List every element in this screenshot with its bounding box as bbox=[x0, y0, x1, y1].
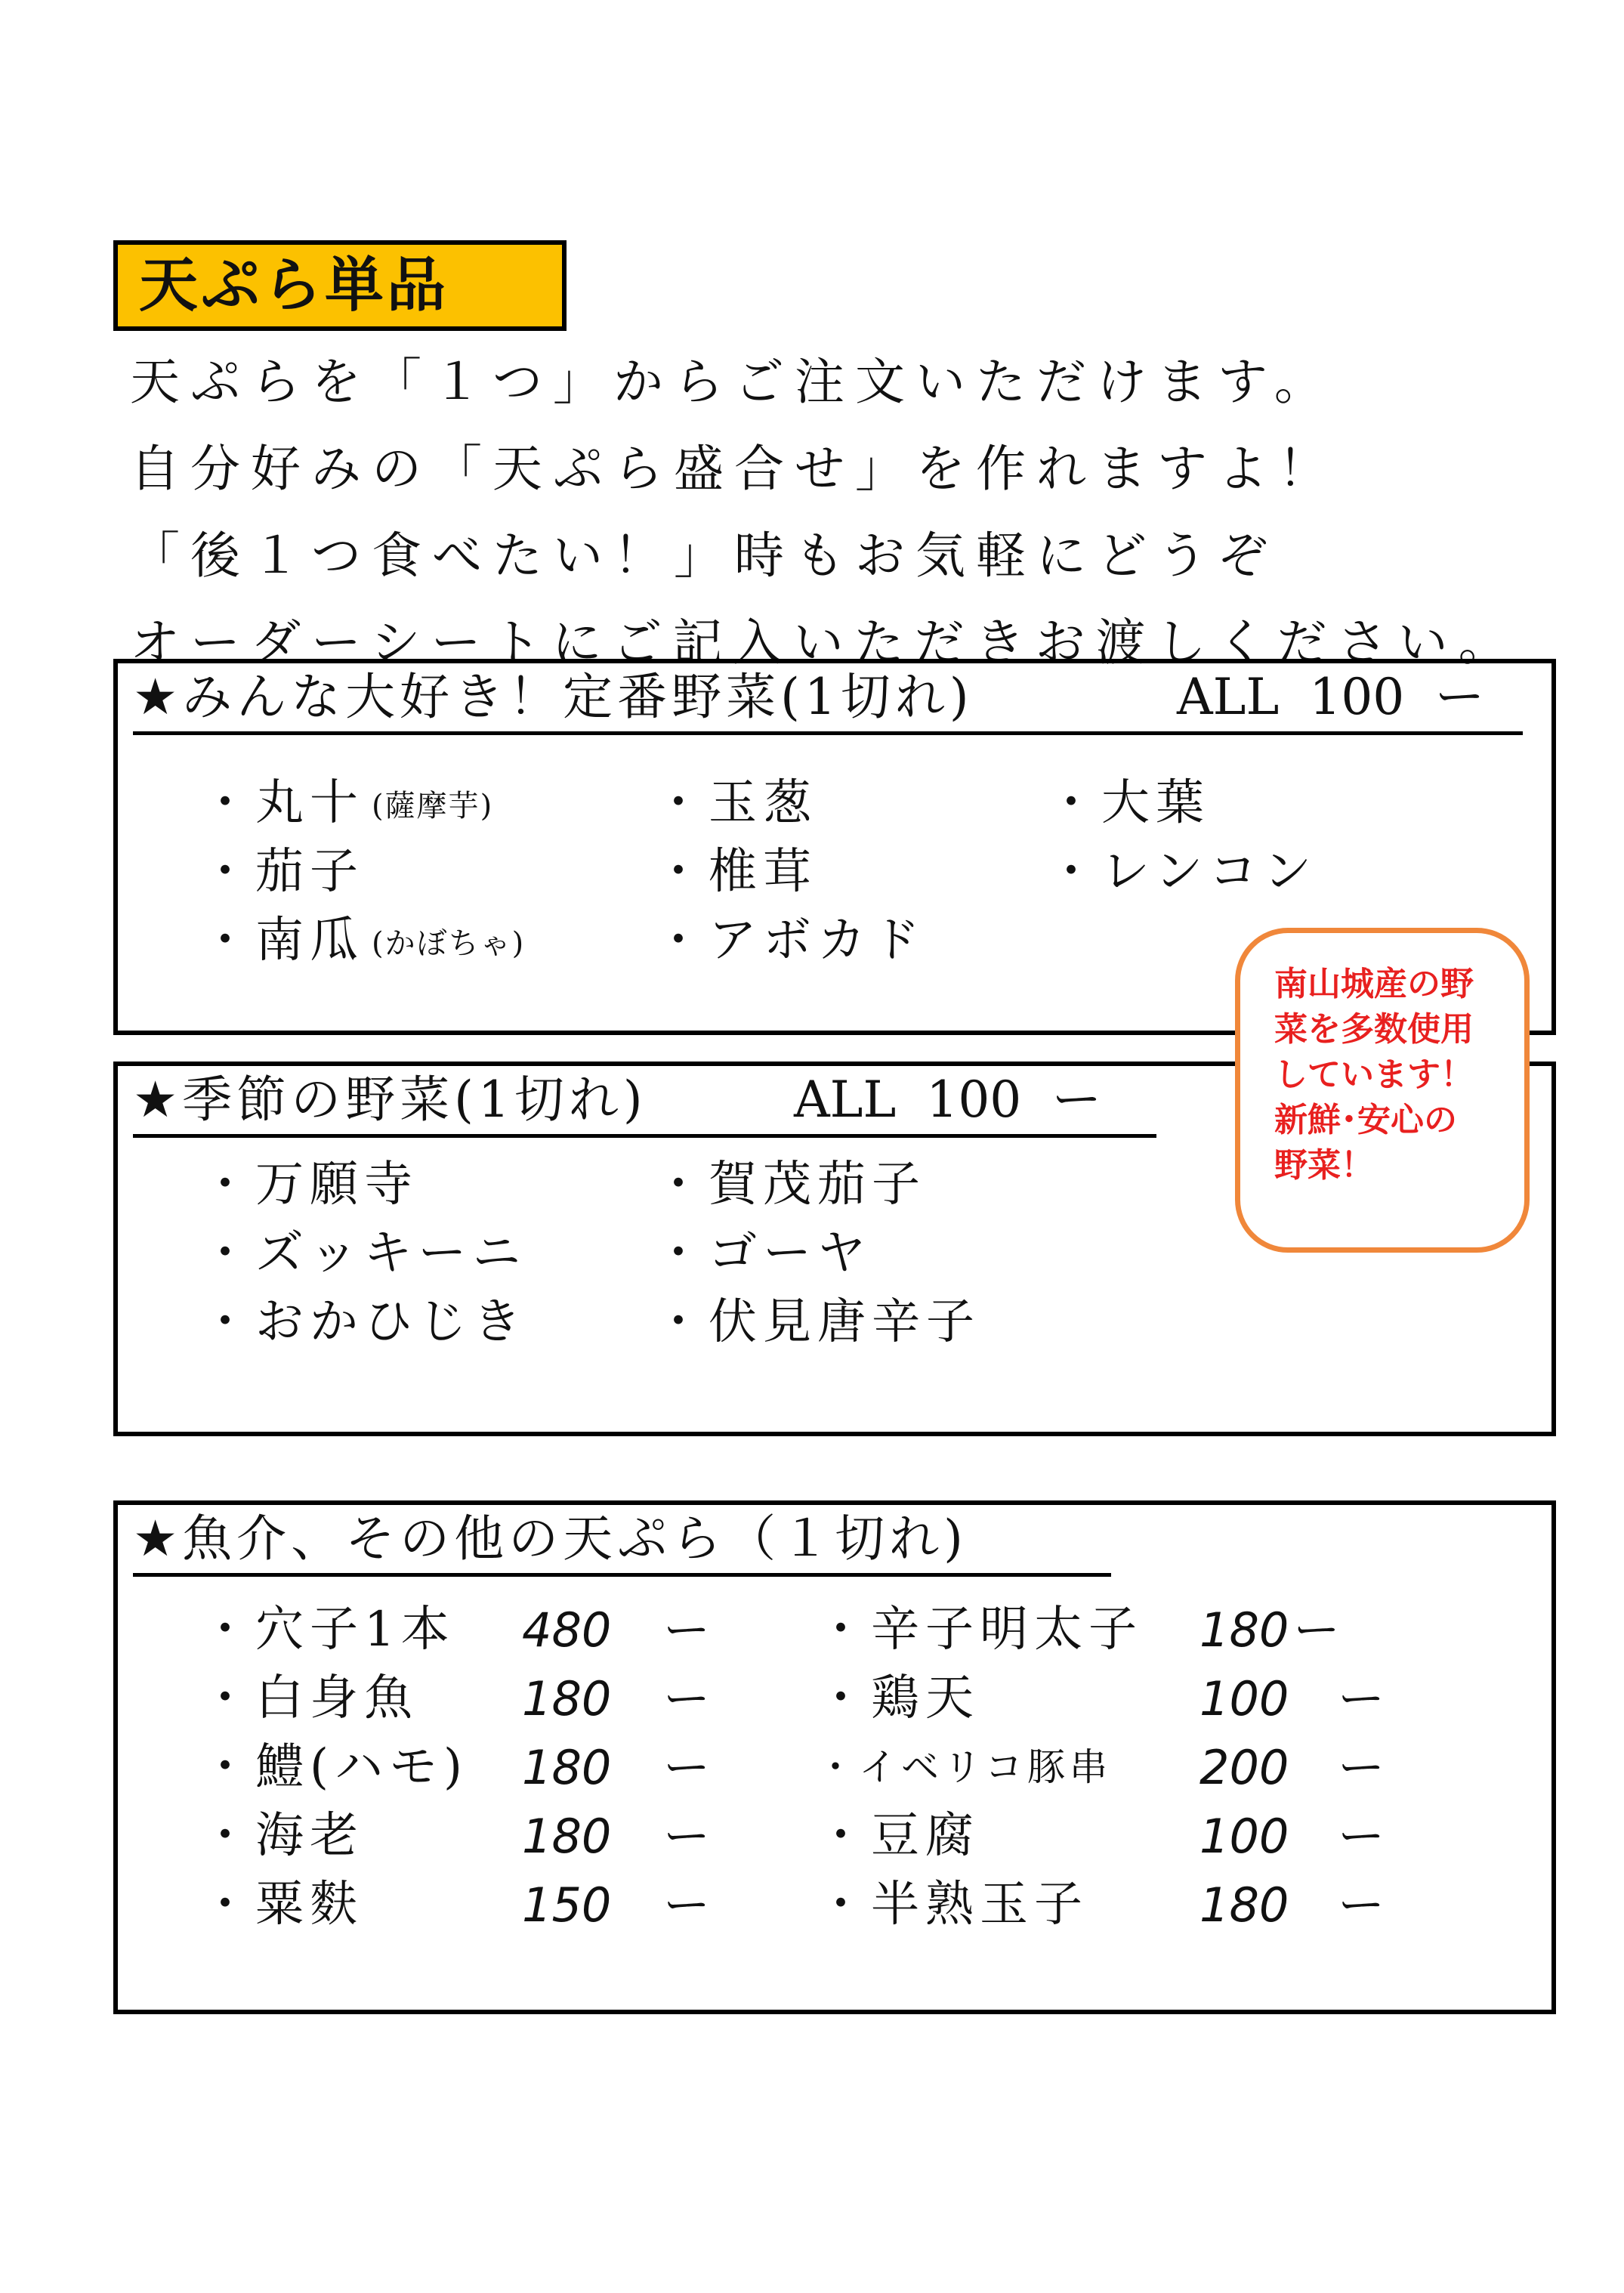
list-item: ・玉葱 bbox=[654, 775, 817, 831]
list-item: ・イベリコ豚串 bbox=[817, 1745, 1112, 1789]
item-note: (薩摩芋) bbox=[372, 789, 494, 824]
list-item: ・椎茸 bbox=[654, 844, 817, 900]
all-price bbox=[794, 1066, 1132, 1134]
item-price: 480 bbox=[522, 1602, 612, 1658]
list-item: ・アボカド bbox=[654, 913, 926, 969]
item-price: 100 bbox=[1199, 1671, 1289, 1726]
item-note: (かぼちゃ) bbox=[372, 926, 526, 961]
item-column bbox=[654, 769, 926, 975]
price-dash: ー bbox=[1434, 668, 1485, 726]
list-item: ・白身魚 bbox=[201, 1670, 418, 1726]
item-name: ・丸十 bbox=[201, 775, 364, 831]
star-icon: ★ bbox=[133, 1071, 178, 1129]
item-column bbox=[654, 1151, 980, 1357]
list-item: ・豆腐 bbox=[817, 1808, 980, 1864]
item-column bbox=[1047, 769, 1317, 907]
all-price bbox=[1177, 663, 1514, 731]
item-name: ・南瓜 bbox=[201, 913, 364, 969]
price-dash: ー bbox=[663, 1740, 711, 1795]
intro-text bbox=[130, 338, 1565, 686]
star-icon: ★ bbox=[133, 668, 178, 726]
callout-line: 新鮮･安心の bbox=[1274, 1101, 1457, 1139]
item-column bbox=[201, 769, 525, 975]
item-price: 180 bbox=[522, 1740, 612, 1795]
price: 100 bbox=[926, 1071, 1022, 1129]
list-item: ・賀茂茄子 bbox=[654, 1157, 926, 1213]
item-price: 180 bbox=[522, 1671, 612, 1726]
callout-line: 菜を多数使用 bbox=[1274, 1010, 1474, 1049]
list-item: ・おかひじき bbox=[201, 1294, 527, 1350]
intro-line: 自分好みの「天ぷら盛合せ」を作れますよ！ bbox=[130, 440, 1338, 498]
page-title: 天ぷら単品 bbox=[113, 240, 567, 331]
list-item: ・大葉 bbox=[1047, 775, 1210, 831]
intro-line: 「後１つ食べたい！」時もお気軽にどうぞ bbox=[130, 527, 1278, 585]
callout-line: しています！ bbox=[1274, 1055, 1474, 1094]
callout-line: 野菜！ bbox=[1274, 1146, 1374, 1185]
list-item bbox=[201, 907, 525, 975]
list-item: ・ゴーヤ bbox=[654, 1225, 872, 1281]
item-price: 180ー bbox=[1199, 1602, 1336, 1658]
list-item: ・粟麩 bbox=[201, 1877, 364, 1933]
price-dash: ー bbox=[1338, 1809, 1385, 1864]
list-item bbox=[201, 838, 525, 907]
section-header bbox=[133, 1505, 1111, 1577]
star-icon: ★ bbox=[133, 1510, 178, 1568]
section-heading: 魚介、その他の天ぷら（１切れ) bbox=[182, 1510, 968, 1568]
item-price: 180 bbox=[522, 1809, 612, 1864]
price-dash: ー bbox=[663, 1671, 711, 1726]
all-label: ALL bbox=[1177, 668, 1280, 726]
item-column bbox=[817, 1596, 1143, 1939]
list-item: ・鱧(ハモ) bbox=[201, 1739, 468, 1795]
item-column bbox=[201, 1596, 468, 1939]
price-dash: ー bbox=[663, 1602, 711, 1658]
list-item: ・半熟玉子 bbox=[817, 1877, 1088, 1933]
list-item: ・ズッキーニ bbox=[201, 1225, 527, 1281]
item-price: 150 bbox=[522, 1877, 612, 1933]
list-item bbox=[201, 769, 525, 838]
section-header bbox=[133, 663, 1523, 735]
item-column bbox=[201, 1151, 527, 1357]
list-item: ・辛子明太子 bbox=[817, 1602, 1143, 1658]
list-item: ・海老 bbox=[201, 1808, 364, 1864]
item-name: ・茄子 bbox=[201, 844, 364, 900]
all-label: ALL bbox=[794, 1071, 897, 1129]
section-heading: みんな大好き！定番野菜(1切れ) bbox=[182, 668, 974, 726]
price: 100 bbox=[1309, 668, 1405, 726]
list-item: ・レンコン bbox=[1047, 844, 1318, 900]
intro-line: 天ぷらを「１つ」からご注文いただけます。 bbox=[130, 353, 1335, 411]
list-item: ・伏見唐辛子 bbox=[654, 1294, 980, 1350]
item-price: 180 bbox=[1199, 1877, 1289, 1933]
list-item: ・穴子1本 bbox=[201, 1602, 455, 1658]
price-dash: ー bbox=[1338, 1671, 1385, 1726]
price-dash: ー bbox=[1338, 1877, 1385, 1933]
list-item: ・万願寺 bbox=[201, 1157, 418, 1213]
intro-line: オーダーシートにご記入いただきお渡しください。 bbox=[130, 613, 1519, 672]
item-price: 200 bbox=[1199, 1740, 1289, 1795]
price-dash: ー bbox=[1338, 1740, 1385, 1795]
item-price: 100 bbox=[1199, 1809, 1289, 1864]
local-produce-callout bbox=[1235, 928, 1530, 1253]
section-heading: 季節の野菜(1切れ) bbox=[182, 1071, 647, 1129]
price-dash: ー bbox=[1051, 1071, 1102, 1129]
price-dash: ー bbox=[663, 1809, 711, 1864]
callout-line: 南山城産の野 bbox=[1274, 965, 1474, 1003]
section-seafood-other bbox=[113, 1500, 1556, 2014]
list-item: ・鶏天 bbox=[817, 1670, 980, 1726]
price-dash: ー bbox=[663, 1877, 711, 1933]
section-header bbox=[133, 1066, 1156, 1138]
